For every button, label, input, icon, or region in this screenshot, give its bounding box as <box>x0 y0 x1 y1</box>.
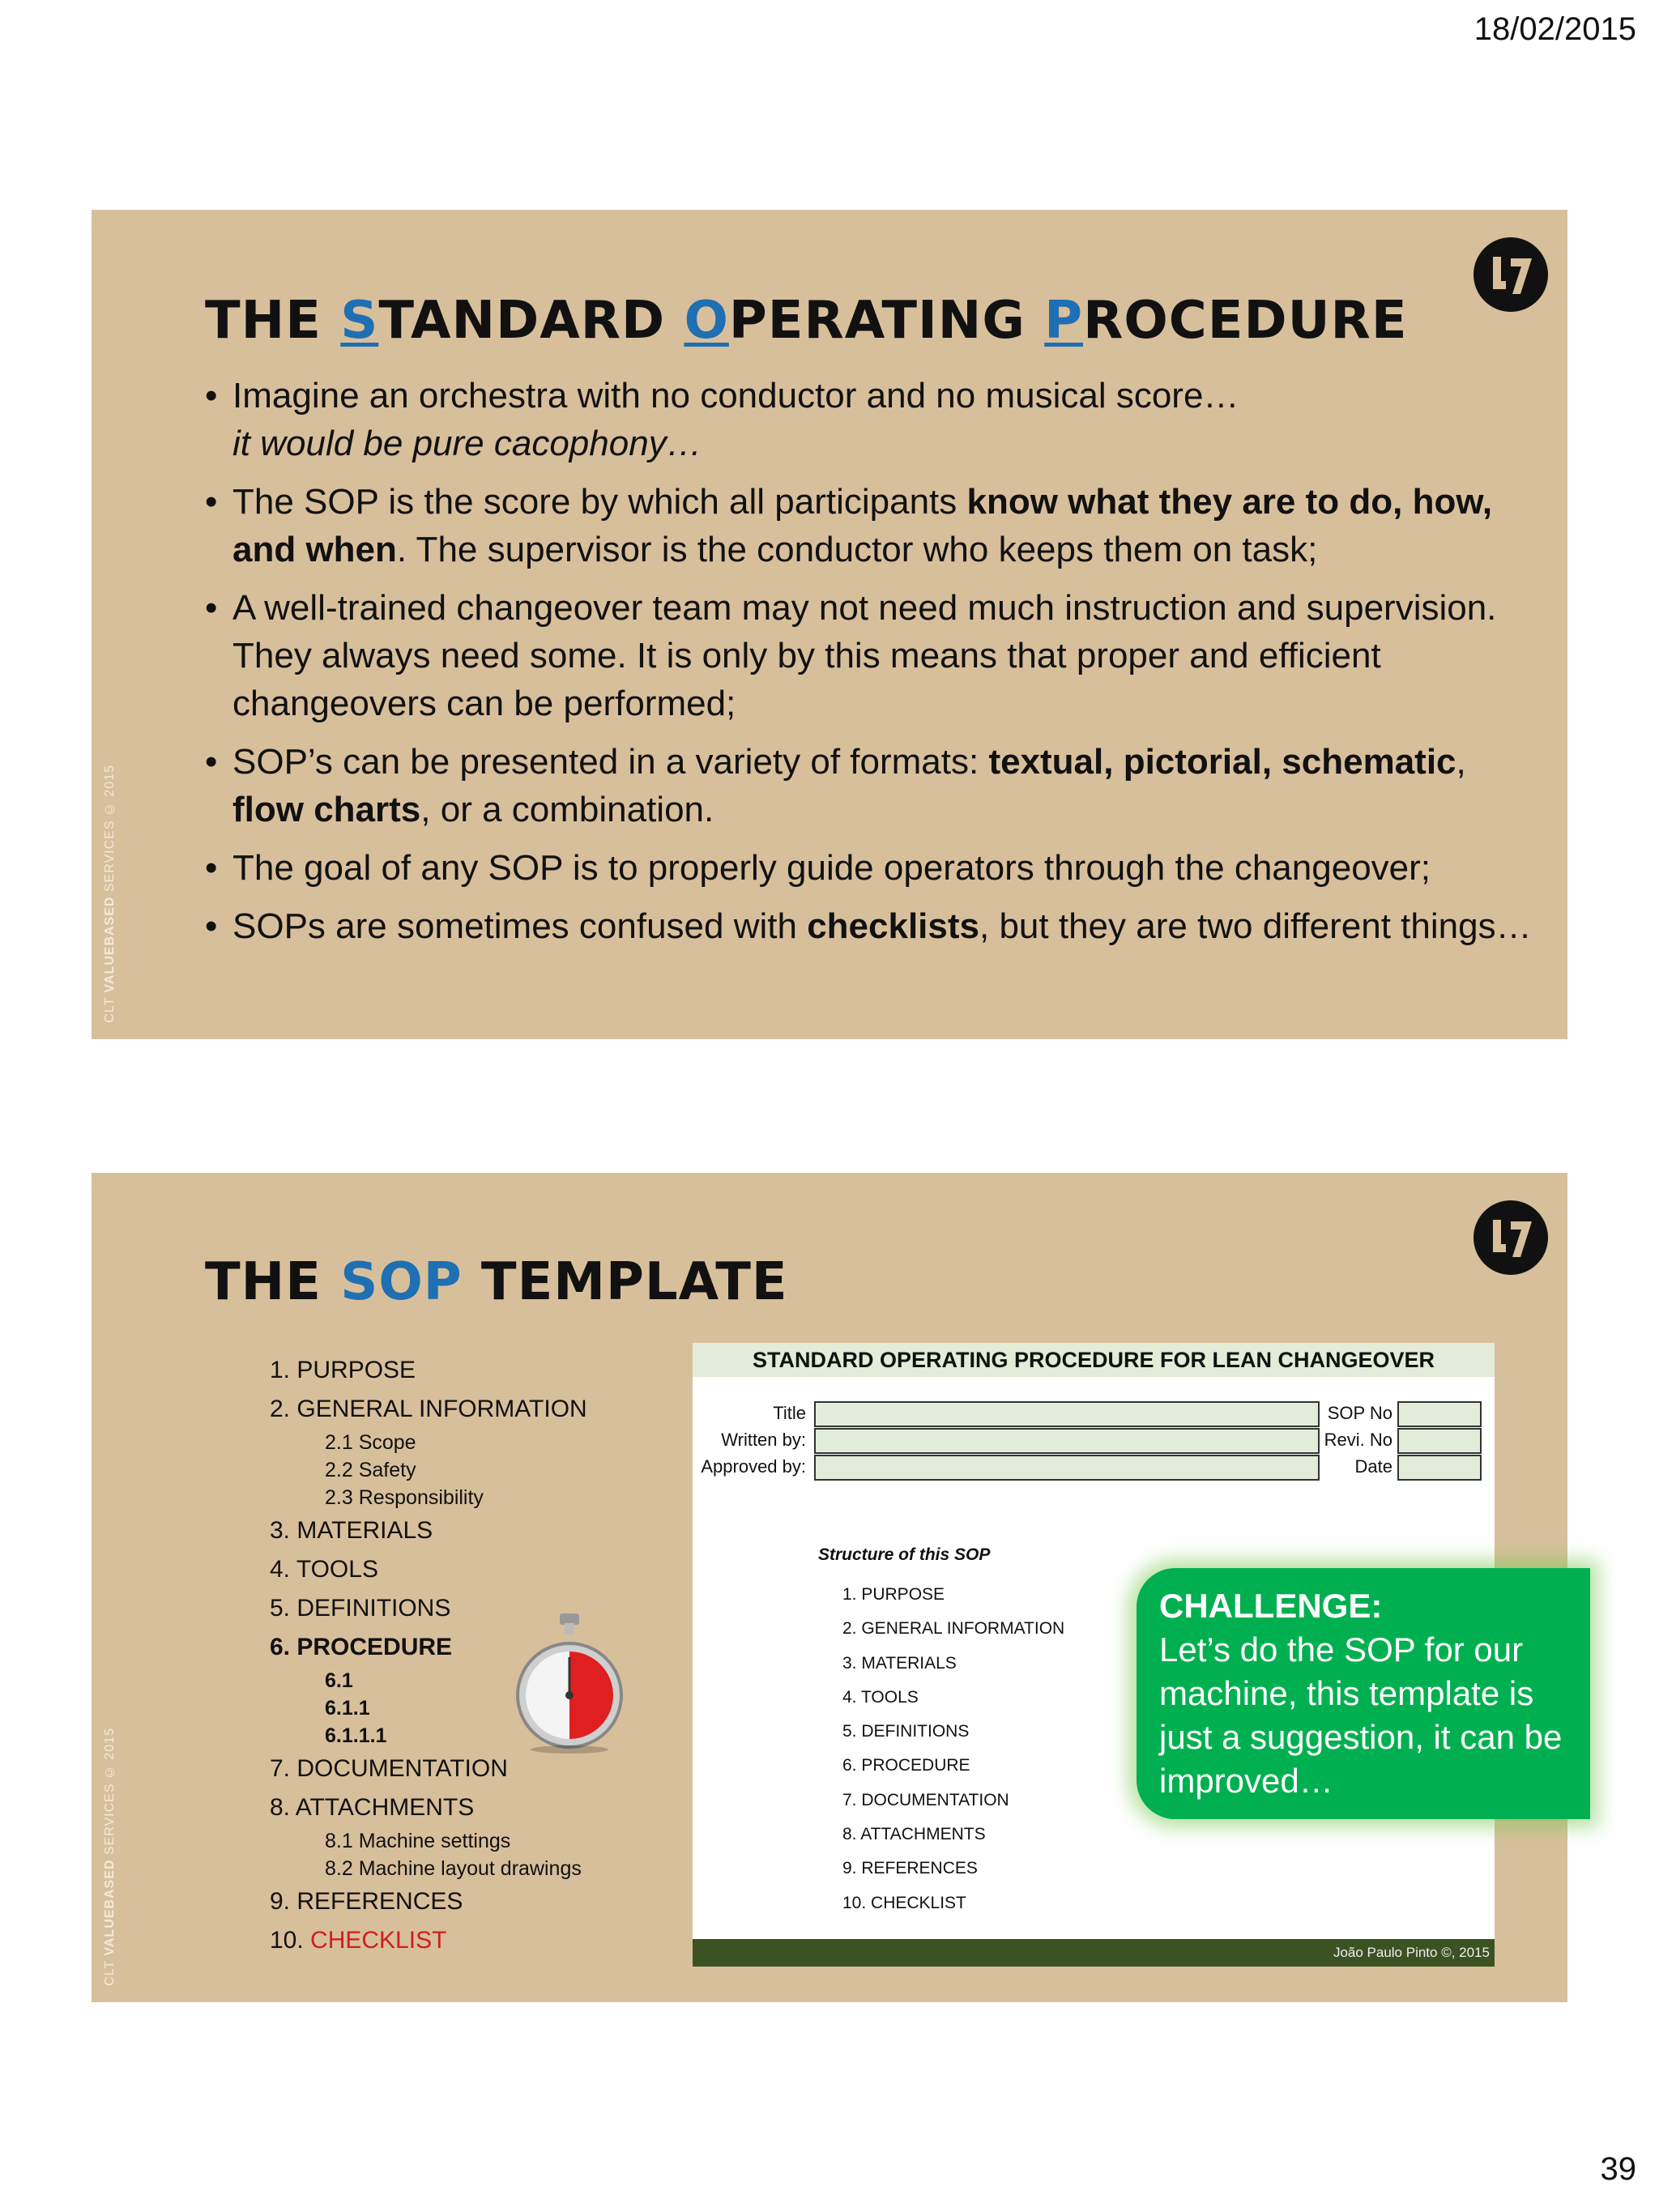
bullet-score: • The SOP is the score by which all participants know what they are to do, how, and when. The supervisor is the conductor who keeps them on task; <box>205 478 1533 573</box>
toc-subitem: 8.1 Machine settings <box>325 1830 511 1852</box>
toc-subitem: 8.2 Machine layout drawings <box>325 1857 582 1880</box>
copyright-side-text: CLT VALUEBASED SERVICES © 2015 <box>103 1728 117 1986</box>
structure-list <box>842 1578 1064 1920</box>
approved-by-label: Approved by: <box>701 1456 806 1477</box>
page-number: 39 <box>1600 2151 1636 2187</box>
stopwatch-icon <box>513 1610 626 1756</box>
sop-no-field[interactable] <box>1397 1401 1482 1427</box>
structure-title: Structure of this SOP <box>818 1545 991 1564</box>
sop-no-label: SOP No <box>1327 1403 1392 1423</box>
structure-item: 2. GENERAL INFORMATION <box>842 1619 1065 1639</box>
toc-item: 2. GENERAL INFORMATION <box>270 1396 587 1422</box>
revision-field[interactable] <box>1397 1428 1482 1454</box>
sop-bullet-list <box>205 372 1533 961</box>
structure-item: 9. REFERENCES <box>842 1859 978 1878</box>
structure-item: 4. TOOLS <box>842 1687 919 1707</box>
toc-item: 4. TOOLS <box>270 1556 378 1583</box>
form-credit: João Paulo Pinto ©, 2015 <box>1333 1945 1490 1960</box>
title-label: Title <box>773 1403 806 1423</box>
title-field[interactable] <box>814 1401 1320 1427</box>
challenge-callout <box>1137 1568 1590 1819</box>
toc-item: 7. DOCUMENTATION <box>270 1755 508 1782</box>
toc-item: 8. ATTACHMENTS <box>270 1794 475 1821</box>
written-by-field[interactable] <box>814 1428 1320 1454</box>
revision-label: Revi. No <box>1324 1430 1392 1450</box>
structure-item: 3. MATERIALS <box>842 1653 957 1673</box>
structure-item: 1. PURPOSE <box>842 1585 945 1604</box>
toc-item: 3. MATERIALS <box>270 1517 433 1544</box>
toc-item: 10. CHECKLIST <box>270 1927 447 1954</box>
bullet-team: • A well-trained changeover team may not need much instruction and supervision. They always need some. It is only by this means that proper and efficient changeovers can be performed; <box>205 584 1533 727</box>
structure-item: 5. DEFINITIONS <box>842 1722 970 1741</box>
structure-item: 7. DOCUMENTATION <box>842 1790 1009 1809</box>
structure-item: 6. PROCEDURE <box>842 1756 970 1775</box>
form-header: STANDARD OPERATING PROCEDURE FOR LEAN CHANGEOVER <box>693 1343 1495 1377</box>
approved-by-field[interactable] <box>814 1455 1320 1481</box>
toc-subitem: 2.1 Scope <box>325 1431 416 1454</box>
toc-subitem: 6.1.1 <box>325 1697 370 1720</box>
toc-item: 1. PURPOSE <box>270 1357 416 1383</box>
date-field[interactable] <box>1397 1455 1482 1481</box>
toc-item: 5. DEFINITIONS <box>270 1595 451 1622</box>
slide2-title: THE SOP TEMPLATE <box>205 1252 788 1312</box>
form-footer <box>693 1939 1495 1967</box>
written-by-label: Written by: <box>721 1430 806 1450</box>
challenge-heading: CHALLENGE: <box>1159 1587 1383 1625</box>
toc-subitem: 6.1 <box>325 1669 353 1692</box>
challenge-text: Let’s do the SOP for our machine, this template is just a suggestion, it can be improved… <box>1159 1630 1563 1800</box>
toc-subitem: 6.1.1.1 <box>325 1724 387 1747</box>
slide-sop-definition <box>92 210 1567 1039</box>
page-date: 18/02/2015 <box>1473 11 1636 47</box>
date-label: Date <box>1354 1456 1392 1477</box>
toc-item: 6. PROCEDURE <box>270 1634 453 1660</box>
bullet-checklists: • SOPs are sometimes confused with checklists, but they are two different things… <box>205 902 1533 950</box>
copyright-side-text: CLT VALUEBASED SERVICES © 2015 <box>103 765 117 1023</box>
toc-item: 9. REFERENCES <box>270 1888 463 1915</box>
structure-item: 8. ATTACHMENTS <box>842 1825 986 1844</box>
toc-subitem: 2.3 Responsibility <box>325 1486 484 1509</box>
toc-subitem: 2.2 Safety <box>325 1459 416 1481</box>
structure-item: 10. CHECKLIST <box>842 1893 966 1912</box>
slide1-title: THE STANDARD OPERATING PROCEDURE <box>205 291 1408 351</box>
bullet-orchestra: • Imagine an orchestra with no conductor and no musical score… it would be pure cacophony… <box>205 372 1533 467</box>
clt-logo-icon <box>1470 234 1551 315</box>
bullet-goal: • The goal of any SOP is to properly guide operators through the changeover; <box>205 844 1533 892</box>
bullet-formats: • SOP’s can be presented in a variety of formats: textual, pictorial, schematic, flow charts, or a combination. <box>205 738 1533 833</box>
slide-sop-template <box>92 1173 1567 2002</box>
clt-logo-icon <box>1470 1197 1551 1278</box>
